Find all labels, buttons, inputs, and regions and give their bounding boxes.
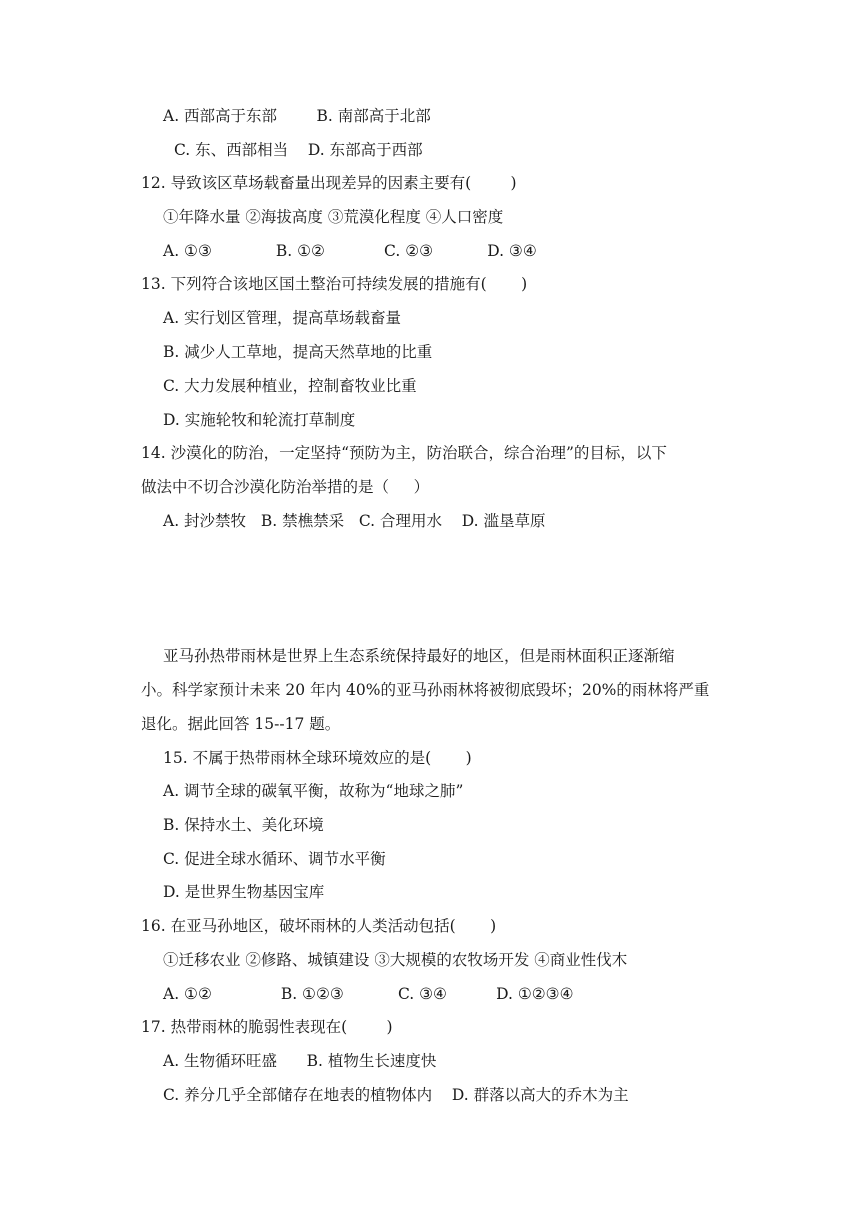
q17-stem: 17. 热带雨林的脆弱性表现在( ) [141,1018,393,1036]
q13-option-b: B. 减少人工草地，提高天然草地的比重 [163,343,433,361]
q16-stem: 16. 在亚马孙地区，破坏雨林的人类活动包括( ) [141,917,497,935]
q14-options: A. 封沙禁牧 B. 禁樵禁采 C. 合理用水 D. 滥垦草原 [163,512,546,530]
q14-stem-line-1: 14. 沙漠化的防治，一定坚持“预防为主，防治联合，综合治理”的目标，以下 [141,444,667,462]
q12-factors: ①年降水量 ②海拔高度 ③荒漠化程度 ④人口密度 [163,208,504,226]
q14-stem-line-2: 做法中不切合沙漠化防治举措的是（ ） [141,478,430,496]
q17-options-line-2: C. 养分几乎全部储存在地表的植物体内 D. 群落以高大的乔木为主 [163,1086,629,1104]
q15-option-a: A. 调节全球的碳氧平衡，故称为“地球之肺” [163,782,464,800]
passage-line-1: 亚马孙热带雨林是世界上生态系统保持最好的地区，但是雨林面积正逐渐缩 [163,647,675,665]
passage-line-3: 退化。据此回答 15--17 题。 [141,715,341,733]
passage-line-2: 小。科学家预计未来 20 年内 40%的亚马孙雨林将被彻底毁坏；20%的雨林将严重 [141,681,710,699]
q16-options: A. ①② B. ①②③ C. ③④ D. ①②③④ [163,985,574,1003]
q13-stem: 13. 下列符合该地区国土整治可持续发展的措施有( ) [141,275,528,293]
q15-option-b: B. 保持水土、美化环境 [163,816,324,834]
q15-option-d: D. 是世界生物基因宝库 [163,883,325,901]
q13-option-c: C. 大力发展种植业，控制畜牧业比重 [163,377,417,395]
q13-option-d: D. 实施轮牧和轮流打草制度 [163,411,356,429]
q12-options: A. ①③ B. ①② C. ②③ D. ③④ [163,242,537,260]
q12-stem: 12. 导致该区草场载畜量出现差异的因素主要有( ) [141,174,517,192]
q17-options-line-1: A. 生物循环旺盛 B. 植物生长速度快 [163,1052,437,1070]
q11-options-line-1: A. 西部高于东部 B. 南部高于北部 [163,107,431,125]
q11-options-line-2: C. 东、西部相当 D. 东部高于西部 [174,141,423,159]
q16-factors: ①迁移农业 ②修路、城镇建设 ③大规模的农牧场开发 ④商业性伐木 [163,951,628,969]
q13-option-a: A. 实行划区管理，提高草场载畜量 [163,309,402,327]
q15-stem: 15. 不属于热带雨林全球环境效应的是( ) [163,749,472,767]
q15-option-c: C. 促进全球水循环、调节水平衡 [163,850,386,868]
